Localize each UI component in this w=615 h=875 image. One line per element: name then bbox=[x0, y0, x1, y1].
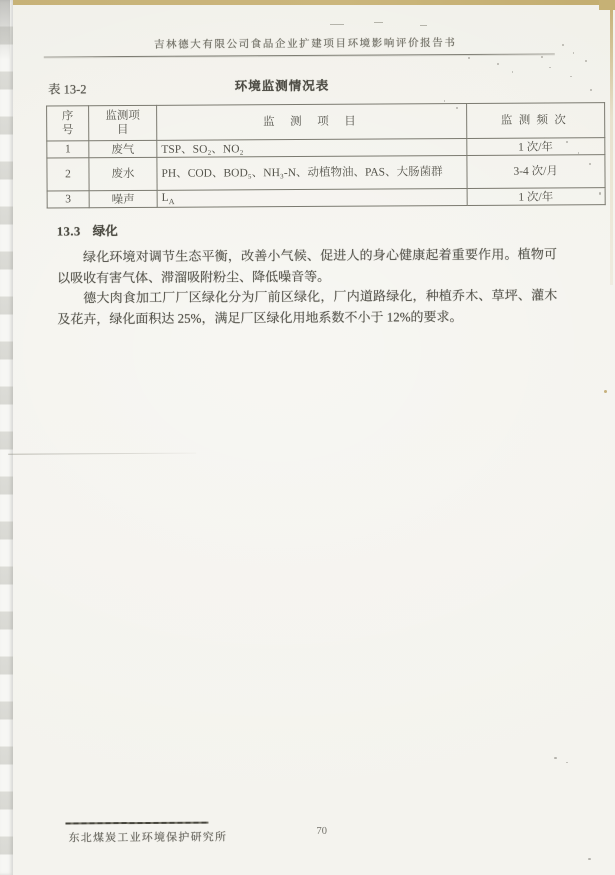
scan-speckle bbox=[590, 89, 592, 91]
cell-item: 废水 bbox=[89, 157, 157, 190]
cell-params: TSP、SO₂、NO₂ bbox=[157, 138, 467, 157]
section-number: 13.3 bbox=[56, 224, 81, 239]
header-monitor-frequency: 监测频次 bbox=[466, 103, 605, 139]
scan-speckle bbox=[566, 762, 568, 763]
paragraph-greening-benefits: 绿化环境对调节生态平衡，改善小气候、促进人的身心健康起着重要作用。植物可以吸收有害气体、滞溜吸附粉尘、降低噪音等。 bbox=[57, 246, 558, 285]
header-serial-number: 序 号 bbox=[47, 106, 89, 141]
cell-params: $L_A$ bbox=[157, 188, 467, 207]
cell-no: 2 bbox=[47, 158, 89, 191]
scan-speckle bbox=[588, 858, 591, 860]
cell-no: 3 bbox=[47, 191, 89, 208]
scan-mark bbox=[330, 24, 344, 25]
section-heading bbox=[57, 221, 118, 239]
scan-mark bbox=[374, 22, 383, 23]
cell-item: 噪声 bbox=[89, 190, 157, 207]
scan-mark bbox=[420, 25, 427, 26]
scan-speckle bbox=[541, 56, 543, 58]
cell-item: 废气 bbox=[89, 140, 157, 157]
scan-speckle bbox=[444, 100, 445, 102]
scan-speckle bbox=[578, 152, 579, 154]
scan-speckle bbox=[497, 63, 499, 65]
table-header-row bbox=[47, 103, 605, 141]
scan-speckle bbox=[570, 76, 572, 77]
footer-rule bbox=[65, 822, 208, 825]
header-monitor-parameters: 监测项目 bbox=[157, 103, 467, 140]
monitoring-table bbox=[46, 102, 605, 208]
scan-speckle bbox=[456, 107, 458, 109]
scan-speckle bbox=[585, 60, 587, 62]
cell-freq: 1 次/年 bbox=[466, 138, 604, 156]
cell-freq: 1 次/年 bbox=[467, 188, 605, 206]
cell-params: PH、COD、BOD₅、NH₃-N、动植物油、PAS、大肠菌群 bbox=[157, 155, 467, 190]
scan-speckle bbox=[573, 52, 574, 54]
scan-speckle bbox=[468, 57, 470, 59]
header-rule bbox=[44, 53, 555, 57]
scan-speckle bbox=[589, 163, 591, 165]
table-row-noise bbox=[47, 188, 605, 208]
scan-speckle bbox=[566, 141, 568, 143]
body-text bbox=[57, 244, 557, 329]
footer-organization: 东北煤炭工业环境保护研究所 bbox=[68, 831, 228, 845]
running-header-title: 吉林德大有限公司食品企业扩建项目环境影响评价报告书 bbox=[153, 38, 457, 51]
cell-no: 1 bbox=[47, 141, 89, 158]
scan-speckle bbox=[549, 67, 551, 68]
table-caption-label: 表 13-2 bbox=[47, 82, 87, 97]
scan-speckle bbox=[554, 757, 557, 759]
table-row-waste-water bbox=[47, 155, 605, 191]
paper-crease-line bbox=[8, 453, 196, 455]
paragraph-plant-greening-plan: 德大肉食加工厂厂区绿化分为厂前区绿化，厂内道路绿化，种植乔木、草坪、灌木及花卉，绿化面积达 25%，满足厂区绿化用地系数不小于 12%的要求。 bbox=[57, 287, 558, 326]
table-caption-title: 环境监测情况表 bbox=[234, 78, 330, 94]
cell-freq: 3-4 次/月 bbox=[466, 155, 605, 189]
scan-speckle bbox=[512, 71, 513, 73]
scan-speckle bbox=[562, 44, 564, 46]
page-number: 70 bbox=[316, 825, 328, 837]
section-title: 绿化 bbox=[92, 224, 118, 239]
scan-speckle bbox=[599, 192, 601, 195]
scan-speckle bbox=[604, 390, 607, 393]
header-monitor-item: 监测项 目 bbox=[89, 105, 157, 140]
